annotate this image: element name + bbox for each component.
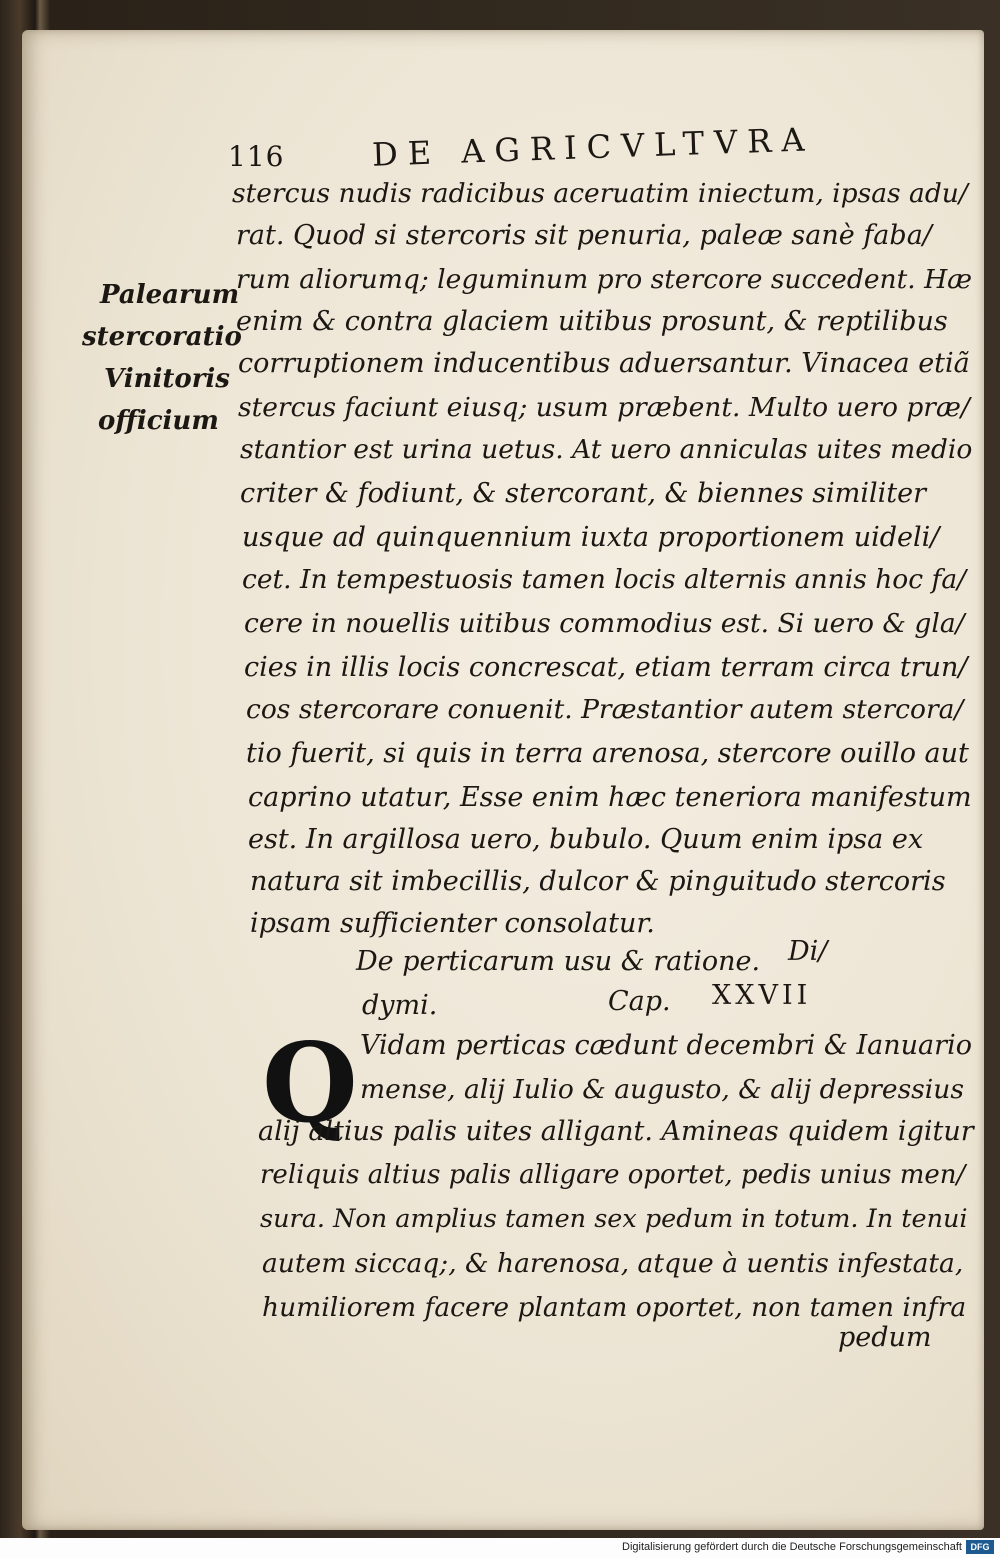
chapter-line: Vidam perticas cædunt decembri & Ianuario: [360, 1030, 972, 1061]
margin-note: Vinitoris: [104, 364, 230, 394]
chapter-line: reliquis altius palis alligare oportet, pedis unius men/: [260, 1160, 966, 1190]
body-line: cies in illis locis concrescat, etiam terram circa trun/: [244, 652, 968, 683]
body-line: rum aliorumq; leguminum pro stercore succedent. Hæ: [236, 264, 973, 295]
chapter-title-suffix: Di/: [788, 936, 828, 967]
body-line: cere in nouellis uitibus commodius est. Si uero & gla/: [244, 608, 965, 639]
body-line: stantior est urina uetus. At uero anniculas uites medio: [240, 434, 973, 465]
body-line: rat. Quod si stercoris sit penuria, paleæ sanè faba/: [236, 220, 932, 251]
chapter-line: mense, alij Iulio & augusto, & alij depressius: [360, 1074, 964, 1105]
drop-cap: Q: [262, 1018, 358, 1147]
chapter-number: XXVII: [712, 980, 812, 1011]
chapter-line: autem siccaq;, & harenosa, atque à uentis infestata,: [262, 1248, 964, 1279]
body-line: cos stercorare conuenit. Præstantior autem stercora/: [246, 694, 964, 725]
body-line: tio fuerit, si quis in terra arenosa, stercore ouillo aut: [246, 738, 969, 769]
page-number: 116: [228, 140, 285, 173]
chapter-line: alij altius palis uites alligant. Amineas quidem igitur: [258, 1116, 974, 1147]
margin-note: officium: [98, 406, 219, 436]
chapter-cap-label: Cap.: [608, 986, 671, 1017]
margin-note: stercoratio: [82, 322, 242, 352]
chapter-author: dymi.: [362, 990, 438, 1021]
body-line: stercus nudis radicibus aceruatim iniectum, ipsas adu/: [232, 178, 968, 209]
body-line: criter & fodiunt, & stercorant, & biennes similiter: [240, 478, 926, 509]
body-line: ipsam sufficienter consolatur.: [250, 908, 655, 939]
body-line: stercus faciunt eiusq; usum præbent. Multo uero præ/: [238, 392, 970, 423]
digitization-credit: Digitalisierung gefördert durch die Deutsche Forschungsgemeinschaft: [622, 1541, 962, 1553]
catchword: pedum: [838, 1322, 932, 1353]
chapter-line: humiliorem facere plantam oportet, non tamen infra: [262, 1292, 967, 1323]
body-line: est. In argillosa uero, bubulo. Quum enim ipsa ex: [248, 824, 924, 855]
body-line: cet. In tempestuosis tamen locis alternis annis hoc fa/: [242, 564, 967, 595]
body-line: corruptionem inducentibus aduersantur. Vinacea etiã: [238, 348, 970, 379]
running-head: DE AGRICVLTVRA: [371, 120, 816, 174]
chapter-line: sura. Non amplius tamen sex pedum in totum. In tenui: [260, 1204, 968, 1234]
chapter-title: De perticarum usu & ratione.: [356, 946, 761, 977]
body-line: usque ad quinquennium iuxta proportionem uideli/: [242, 522, 940, 553]
body-line: enim & contra glaciem uitibus prosunt, & reptilibus: [236, 306, 948, 337]
body-line: caprino utatur, Esse enim hæc teneriora manifestum: [248, 782, 972, 813]
margin-note: Palearum: [100, 280, 240, 310]
dfg-logo: DFG: [966, 1540, 994, 1554]
body-line: natura sit imbecillis, dulcor & pinguitudo stercoris: [250, 866, 946, 897]
